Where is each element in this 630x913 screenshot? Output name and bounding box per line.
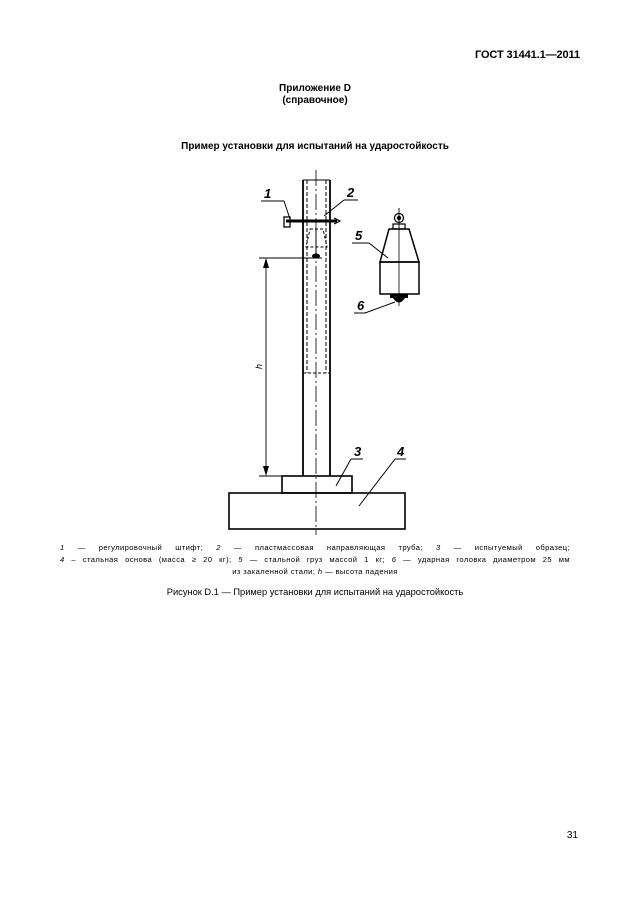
callout-4: 4 <box>397 444 405 459</box>
steel-weight <box>380 208 419 306</box>
figure-heading: Пример установки для испытаний на ударостойкость <box>181 141 449 152</box>
callout-3: 3 <box>354 444 362 459</box>
figure-caption: Рисунок D.1 — Пример установки для испытаний на ударостойкость <box>166 587 464 597</box>
test-specimen <box>282 476 352 493</box>
standard-code: ГОСТ 31441.1—2011 <box>474 49 580 61</box>
adjusting-pin <box>284 217 340 227</box>
height-symbol: h <box>254 363 264 369</box>
figure-legend <box>60 542 570 578</box>
guide-tube <box>303 180 330 476</box>
callout-6: 6 <box>357 298 365 313</box>
drop-height-dimension <box>259 258 322 476</box>
legend-line-3: из закаленной стали; h — высота падения <box>232 567 398 576</box>
annex-subtitle: (справочное) <box>282 95 348 106</box>
annex-title: Приложение D <box>279 83 351 94</box>
steel-base <box>229 493 405 529</box>
callout-5: 5 <box>355 228 363 243</box>
callout-1: 1 <box>264 186 272 201</box>
legend-line-2: 4 – стальная основа (масса ≥ 20 кг); 5 — стальной груз массой 1 кг; 6 — ударная головка диаметром 25 мм <box>60 555 570 564</box>
legend-line-1: 1 — регулировочный штифт; 2 — пластмассовая направляющая труба; 3 — испытуемый образец; <box>60 543 571 552</box>
page-number: 31 <box>566 830 578 841</box>
striker-head <box>390 294 408 303</box>
callout-2: 2 <box>347 185 355 200</box>
